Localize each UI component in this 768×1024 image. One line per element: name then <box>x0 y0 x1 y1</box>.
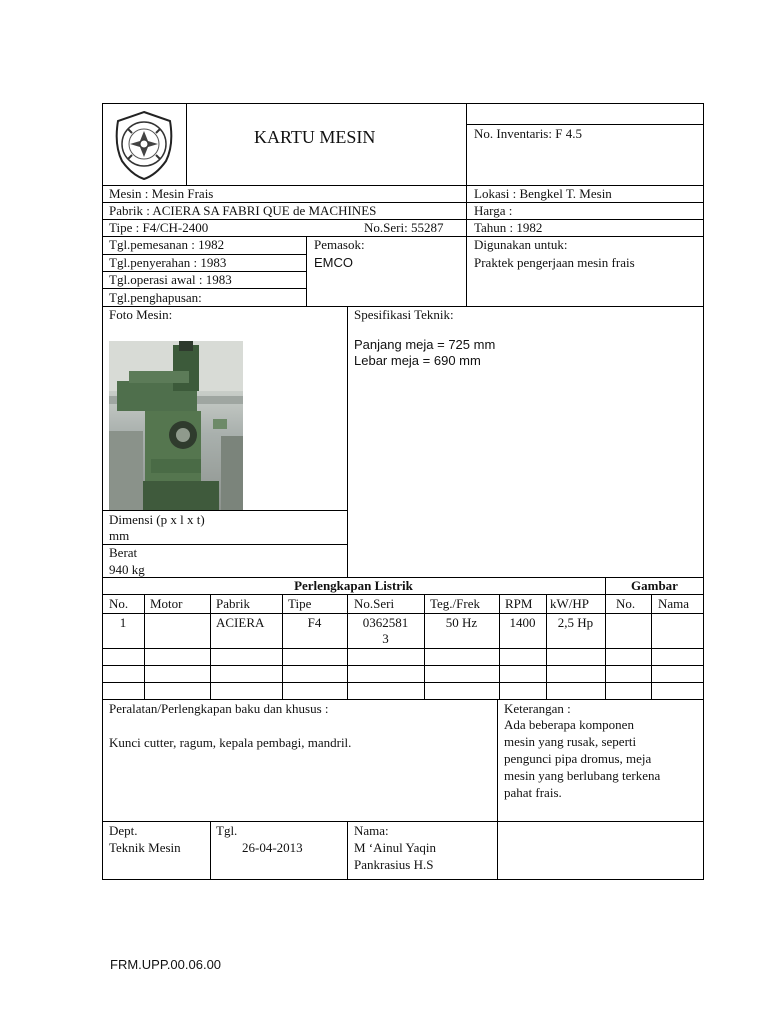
col-teg-frek: Teg./Frek <box>430 596 480 611</box>
name-label: Nama: <box>354 823 389 838</box>
weight-label: Berat <box>109 545 138 560</box>
notes-line: pengunci pipa dromus, meja <box>504 751 652 766</box>
row1-rpm: 1400 <box>509 615 536 630</box>
supplier-value: EMCO <box>314 255 353 270</box>
table-length-spec: Panjang meja = 725 mm <box>354 337 496 352</box>
date-label: Tgl. <box>216 823 238 838</box>
location: Lokasi : Bengkel T. Mesin <box>474 186 612 201</box>
col-pabrik: Pabrik <box>216 596 250 611</box>
usage-value: Praktek pengerjaan mesin frais <box>474 255 635 270</box>
dept-value: Teknik Mesin <box>109 840 181 855</box>
row1-serial-line1: 0362581 <box>362 615 409 630</box>
specs-label: Spesifikasi Teknik: <box>354 307 454 322</box>
machine-name: Mesin : Mesin Frais <box>109 186 214 201</box>
col-kw-hp: kW/HP <box>550 596 589 611</box>
name-second: Pankrasius H.S <box>354 857 434 872</box>
first-operation-date: Tgl.operasi awal : 1983 <box>109 272 232 287</box>
name-first: M ‘Ainul Yaqin <box>354 840 436 855</box>
tools-value: Kunci cutter, ragum, kepala pembagi, mandril. <box>109 735 352 750</box>
dimension-label: Dimensi (p x l x t) <box>109 512 205 527</box>
electrical-title: Perlengkapan Listrik <box>294 578 413 593</box>
supplier-label: Pemasok: <box>314 237 365 252</box>
row1-voltage-freq: 50 Hz <box>445 615 478 630</box>
row1-serial-line2: 3 <box>382 631 389 646</box>
card-title: KARTU MESIN <box>254 127 376 147</box>
col-tipe: Tipe <box>288 596 312 611</box>
col-no-seri: No.Seri <box>354 596 395 611</box>
notes-line: pahat frais. <box>504 785 562 800</box>
table-width-spec: Lebar meja = 690 mm <box>354 353 481 368</box>
usage-label: Digunakan untuk: <box>474 237 568 252</box>
machine-type: Tipe : F4/CH-2400 <box>109 220 209 235</box>
inventory-number: No. Inventaris: F 4.5 <box>474 126 582 141</box>
notes-line: mesin yang rusak, seperti <box>504 734 637 749</box>
col-rpm: RPM <box>505 596 533 611</box>
year: Tahun : 1982 <box>474 220 543 235</box>
row1-tipe: F4 <box>307 615 322 630</box>
price: Harga : <box>474 203 513 218</box>
col-gambar-no: No. <box>616 596 636 611</box>
serial-number: No.Seri: 55287 <box>364 220 444 235</box>
disposal-date: Tgl.penghapusan: <box>109 290 202 305</box>
notes-line: mesin yang berlubang terkena <box>504 768 661 783</box>
notes-line: Ada beberapa komponen <box>504 717 634 732</box>
notes-label: Keterangan : <box>504 701 571 716</box>
row1-no: 1 <box>119 615 127 630</box>
drawing-title: Gambar <box>631 578 678 593</box>
col-no: No. <box>109 596 129 611</box>
institution-logo <box>108 109 180 181</box>
dimension-value: mm <box>109 528 130 543</box>
weight-value: 940 kg <box>109 562 145 577</box>
col-gambar-nama: Nama <box>658 596 690 611</box>
row1-power: 2,5 Hp <box>557 615 594 630</box>
tools-label: Peralatan/Perlengkapan baku dan khusus : <box>109 701 329 716</box>
machine-card <box>102 103 704 880</box>
manufacturer: Pabrik : ACIERA SA FABRI QUE de MACHINES <box>109 203 377 218</box>
form-code: FRM.UPP.00.06.00 <box>110 957 222 972</box>
order-date: Tgl.pemesanan : 1982 <box>109 237 225 252</box>
photo-label: Foto Mesin: <box>109 307 173 322</box>
machine-photo <box>109 341 243 510</box>
date-value: 26-04-2013 <box>242 840 303 855</box>
col-motor: Motor <box>150 596 183 611</box>
row1-pabrik: ACIERA <box>216 615 265 630</box>
dept-label: Dept. <box>109 823 138 838</box>
delivery-date: Tgl.penyerahan : 1983 <box>109 255 227 270</box>
